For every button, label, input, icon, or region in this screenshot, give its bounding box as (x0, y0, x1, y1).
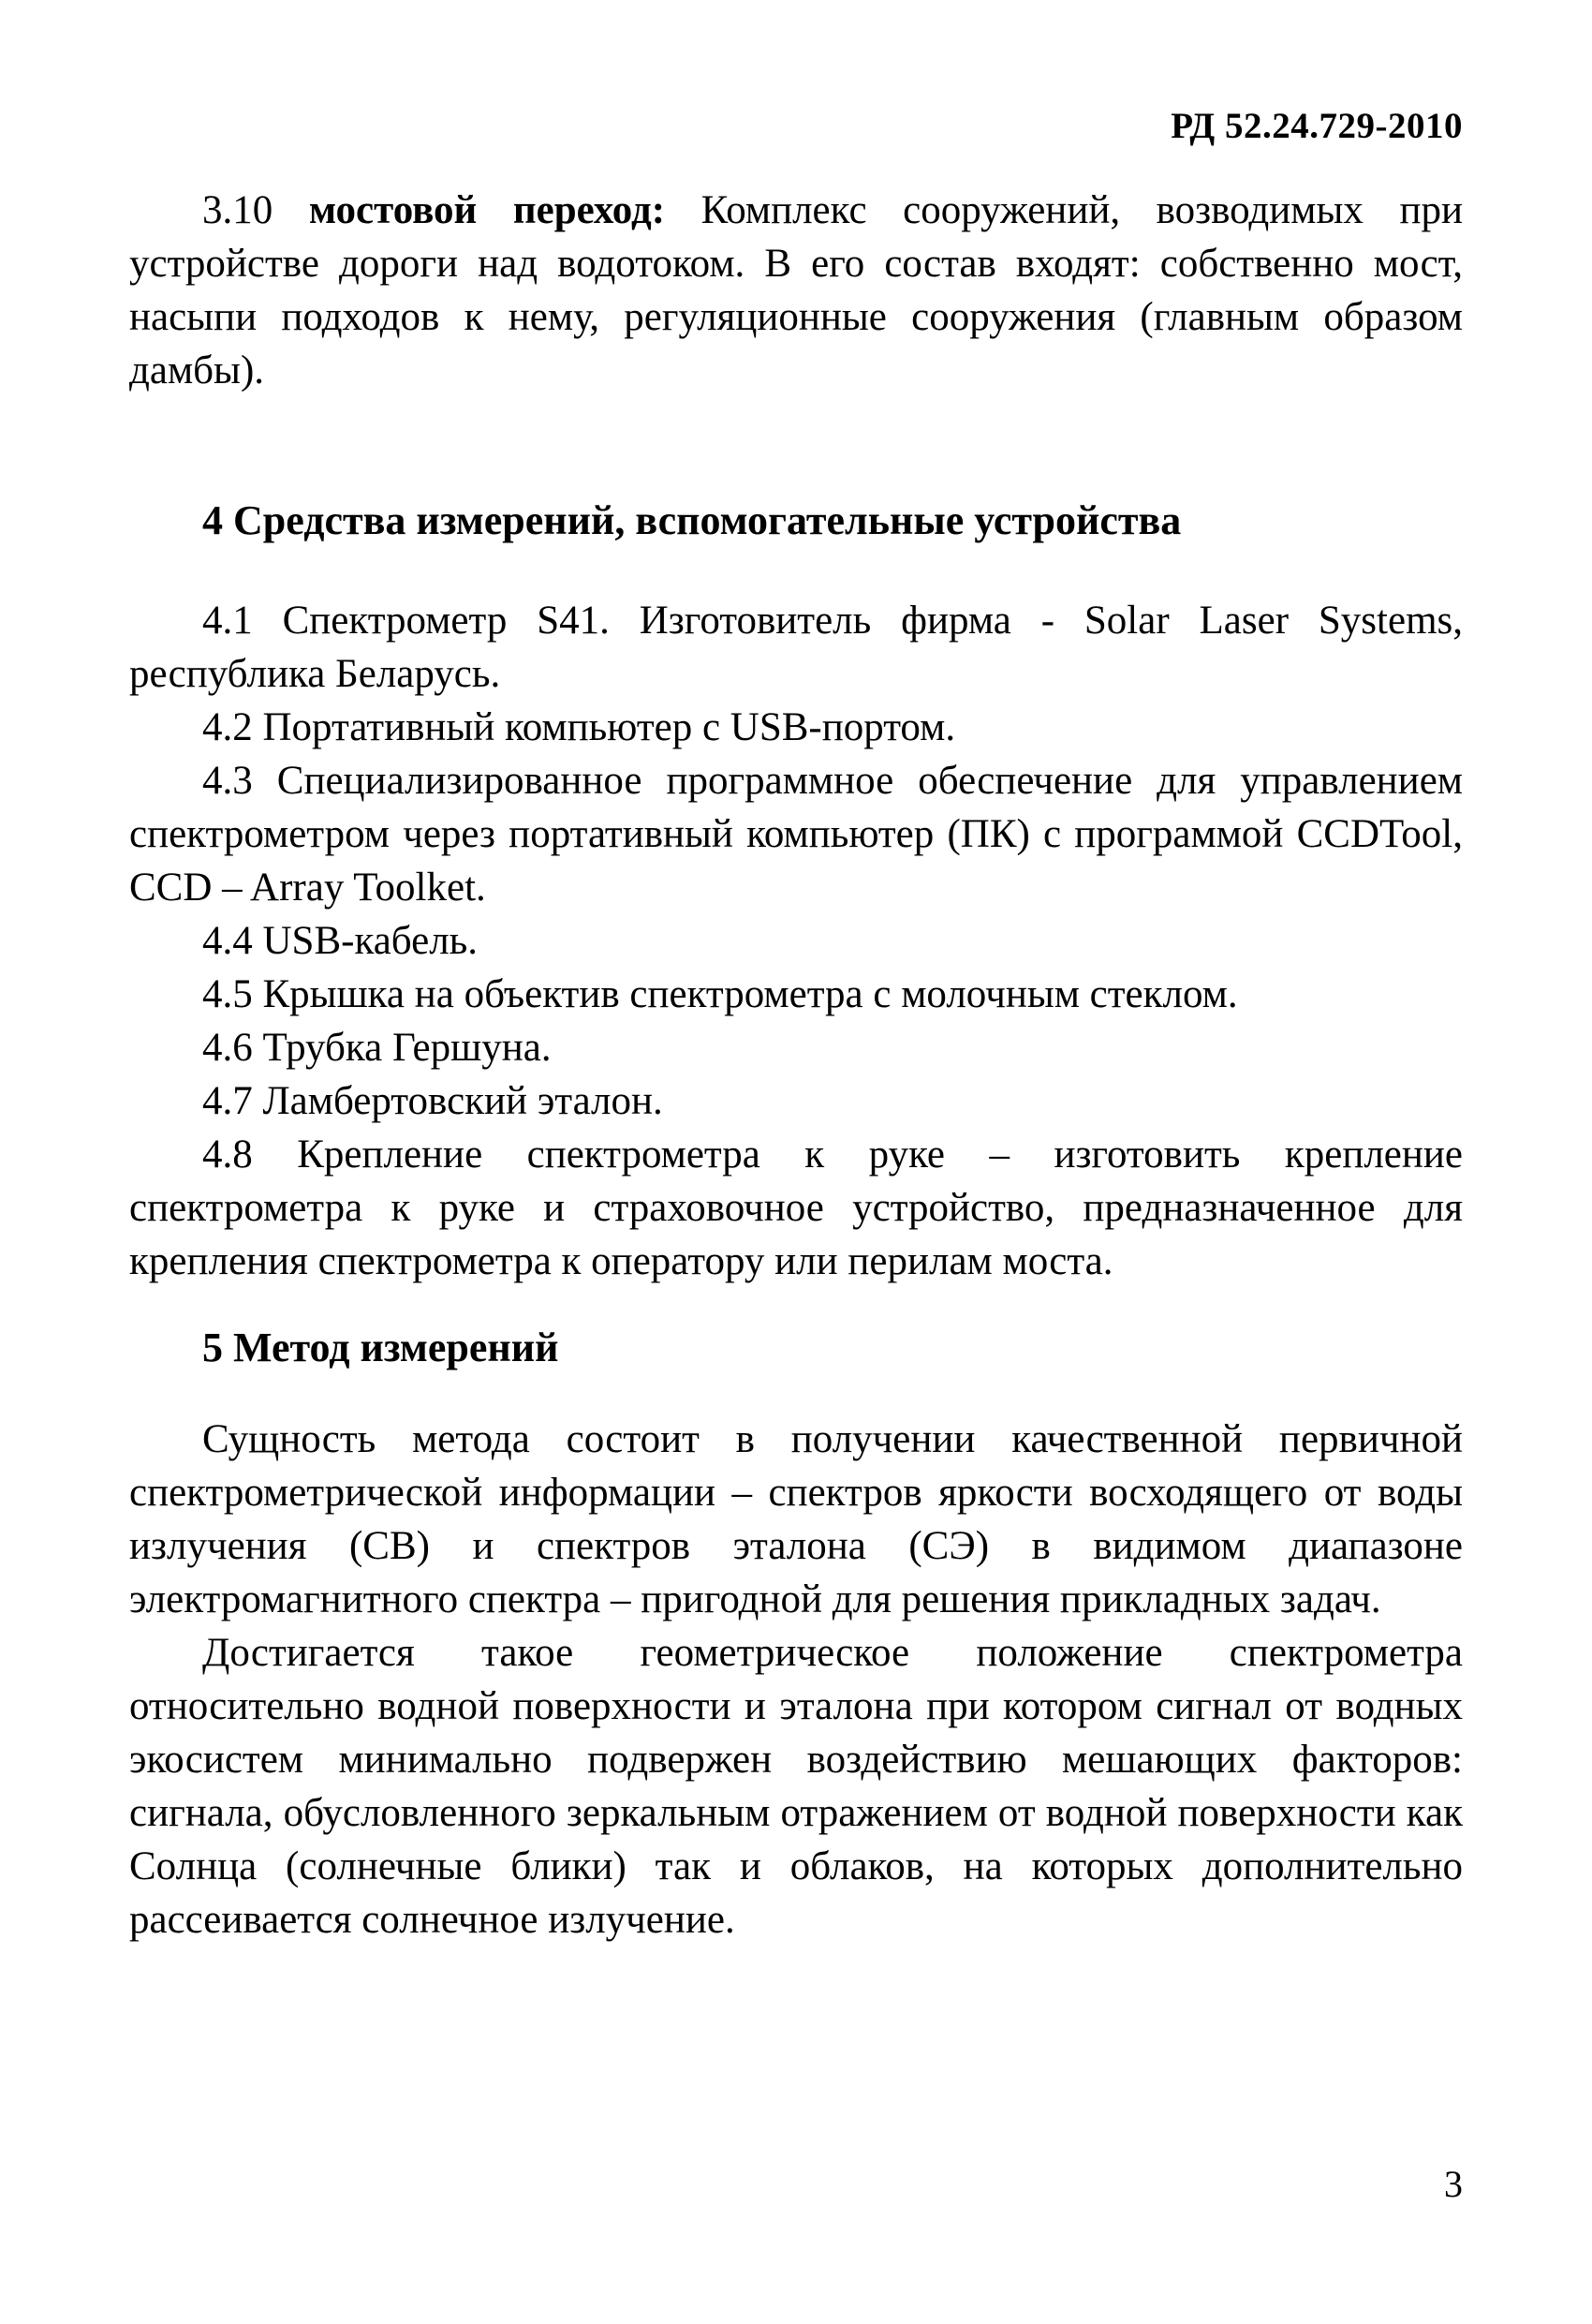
defined-term: мостовой переход: (308, 188, 666, 232)
list-item: 4.1 Спектрометр S41. Изготовитель фирма - Solar Laser Systems, республика Беларусь. (129, 599, 1463, 696)
list-item: 4.3 Специализированное программное обеспечение для управлением спектрометром через портативный компьютер (ПК) с программой CCDTool, CCD – Array Toolket. (129, 759, 1463, 910)
page-number: 3 (1444, 2163, 1463, 2205)
body-paragraph: Сущность метода состоит в получении качественной первичной спектрометрической информации – спектров яркости восходящего от воды излучения (СВ) и спектров эталона (СЭ) в видимом диапазоне электромагнитного спектра – пригодной для решения прикладных задач. (129, 1417, 1463, 1621)
list-item: 4.7 Ламбертовский эталон. (202, 1079, 663, 1123)
section-5-body (129, 1413, 1463, 1947)
list-item: 4.5 Крышка на объектив спектрометра с молочным стеклом. (202, 972, 1238, 1016)
definition-block-3-10 (129, 184, 1463, 397)
body-paragraph: Достигается такое геометрическое положение спектрометра относительно водной поверхности и эталона при котором сигнал от водных экосистем минимально подвержен воздействию мешающих факторов: сигнала, обусловленного зеркальным отражением от водной поверхности как Солнца (солнечные блики) так и облаков, на которых дополнительно рассеивается солнечное излучение. (129, 1631, 1463, 1942)
list-item: 4.6 Трубка Гершуна. (202, 1026, 552, 1070)
clause-number: 3.10 (202, 188, 309, 232)
list-item: 4.8 Крепление спектрометра к руке – изготовить крепление спектрометра к руке и страховочное устройство, предназначенное для крепления спектрометра к оператору или перилам моста. (129, 1132, 1463, 1283)
definition-text: Комплекс сооружений, возводимых при устройстве дороги над водотоком. В его состав входят: собственно мост, насыпи подходов к нему, регуляционные сооружения (главным образом дамбы). (129, 188, 1464, 392)
list-item: 4.4 USB-кабель. (202, 919, 479, 963)
section-4-list (129, 594, 1463, 1288)
definition-paragraph (129, 184, 1463, 397)
section-4-heading: 4 Средства измерений, вспомогательные устройства (202, 497, 1182, 543)
document-code: РД 52.24.729-2010 (1171, 106, 1463, 146)
list-item: 4.2 Портативный компьютер с USB-портом. (202, 705, 956, 749)
section-5-heading: 5 Метод измерений (202, 1325, 559, 1370)
